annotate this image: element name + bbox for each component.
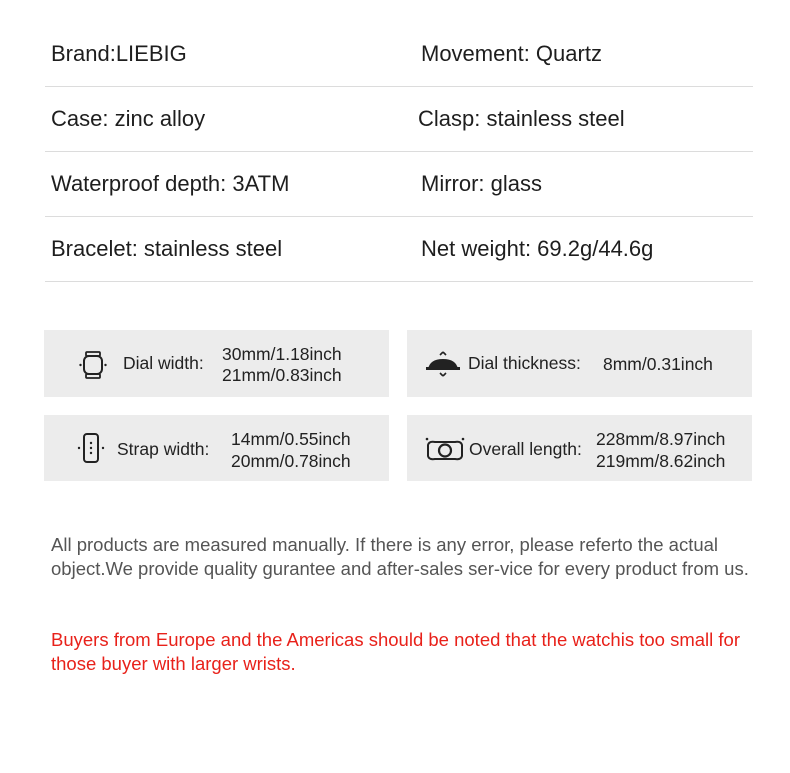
spec-clasp: Clasp: stainless steel (418, 106, 625, 131)
dial-thickness-panel (407, 330, 752, 397)
strap-width-value-1: 14mm/0.55inch (231, 429, 351, 449)
spec-case: Case: zinc alloy (51, 106, 206, 131)
spec-net-weight: Net weight: 69.2g/44.6g (421, 236, 654, 261)
dial-width-icon (79, 350, 107, 385)
strap-width-panel (44, 415, 389, 481)
spec-row (45, 22, 753, 87)
spec-table (45, 22, 753, 282)
dial-thickness-icon (425, 351, 461, 382)
dial-width-panel (44, 330, 389, 397)
spec-brand: Brand:LIEBIG (51, 41, 187, 66)
overall-length-value-2: 219mm/8.62inch (596, 451, 726, 471)
spec-bracelet: Bracelet: stainless steel (51, 236, 283, 261)
overall-length-label: Overall length: (469, 439, 582, 459)
overall-length-value-1: 228mm/8.97inch (596, 429, 726, 449)
measurement-disclaimer: All products are measured manually. If there is any error, please referto the actual object.We provide quality gurantee and after-sales ser-vice for every product from us. (51, 534, 749, 579)
strap-width-value-2: 20mm/0.78inch (231, 451, 351, 471)
spec-mirror: Mirror: glass (421, 171, 543, 196)
dial-width-value-2: 21mm/0.83inch (222, 365, 342, 385)
spec-movement: Movement: Quartz (421, 41, 602, 66)
dial-width-value-1: 30mm/1.18inch (222, 344, 342, 364)
dial-thickness-label: Dial thickness: (468, 353, 581, 373)
spec-row (45, 87, 753, 152)
dial-thickness-value-1: 8mm/0.31inch (603, 354, 713, 374)
spec-row (45, 152, 753, 217)
strap-width-label: Strap width: (117, 439, 210, 459)
strap-width-icon (77, 432, 105, 469)
overall-length-panel (407, 415, 752, 481)
size-warning: Buyers from Europe and the Americas should be noted that the watchis too small for those buyer with larger wrists. (51, 629, 740, 674)
spec-waterproof: Waterproof depth: 3ATM (51, 171, 290, 196)
overall-length-icon (425, 436, 465, 467)
spec-row (45, 217, 753, 282)
dial-width-label: Dial width: (123, 353, 204, 373)
